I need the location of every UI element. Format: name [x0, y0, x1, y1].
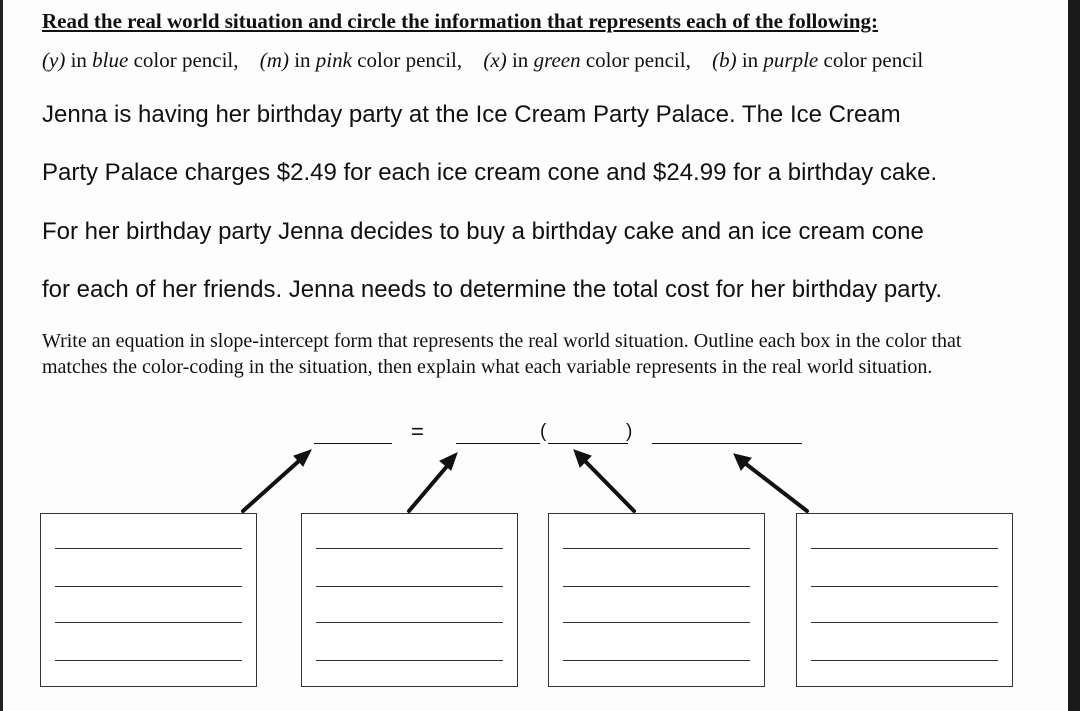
writing-line: [55, 586, 242, 587]
arrow-to-b-icon: [734, 454, 807, 511]
open-paren: (: [540, 421, 547, 442]
writing-line: [563, 548, 750, 549]
color-legend: [42, 48, 939, 73]
page-left-edge: [0, 0, 3, 711]
writing-line: [811, 660, 998, 661]
equals-sign: =: [411, 419, 424, 444]
writing-line: [55, 622, 242, 623]
story-line: Jenna is having her birthday party at the Ice Cream Party Palace. The Ice Cream: [42, 101, 901, 128]
writing-line: [316, 660, 503, 661]
writing-line: [811, 586, 998, 587]
story-line: Party Palace charges $2.49 for each ice cream cone and $24.99 for a birthday cake.: [42, 159, 938, 187]
arrow-to-y-icon: [243, 450, 311, 511]
page-right-edge: [1068, 0, 1080, 711]
arrow-to-x-icon: [574, 450, 634, 511]
legend-b: (b) in purple color pencil: [712, 48, 924, 72]
writing-line: [563, 586, 750, 587]
writing-line: [811, 622, 998, 623]
worksheet-title: Read the real world situation and circle the information that represents each of the following:: [42, 9, 879, 33]
legend-x: (x) in green color pencil,: [483, 48, 691, 72]
arrows-layer: [0, 440, 1080, 520]
writing-line: [563, 660, 750, 661]
b-explanation-box[interactable]: [796, 513, 1013, 687]
writing-line: [316, 548, 503, 549]
word-problem: [42, 96, 1042, 329]
instructions-text: Write an equation in slope-intercept form that represents the real world situation. Outline each box in the color that matches the color-coding in the situation, then explain what each variable represents in the real world situation.: [42, 330, 962, 378]
writing-line: [316, 586, 503, 587]
legend-y: (y) in blue color pencil,: [42, 48, 239, 72]
x-explanation-box[interactable]: [548, 513, 765, 687]
writing-line: [811, 548, 998, 549]
story-line: For her birthday party Jenna decides to buy a birthday cake and an ice cream cone: [42, 217, 924, 245]
writing-line: [55, 660, 242, 661]
arrow-to-m-icon: [409, 453, 457, 511]
writing-line: [316, 622, 503, 623]
m-explanation-box[interactable]: [301, 513, 518, 687]
writing-line: [55, 548, 242, 549]
story-line: for each of her friends. Jenna needs to determine the total cost for her birthday party.: [42, 275, 943, 303]
y-explanation-box[interactable]: [40, 513, 257, 687]
writing-line: [563, 622, 750, 623]
close-paren: ): [626, 421, 633, 442]
legend-m: (m) in pink color pencil,: [259, 48, 463, 72]
